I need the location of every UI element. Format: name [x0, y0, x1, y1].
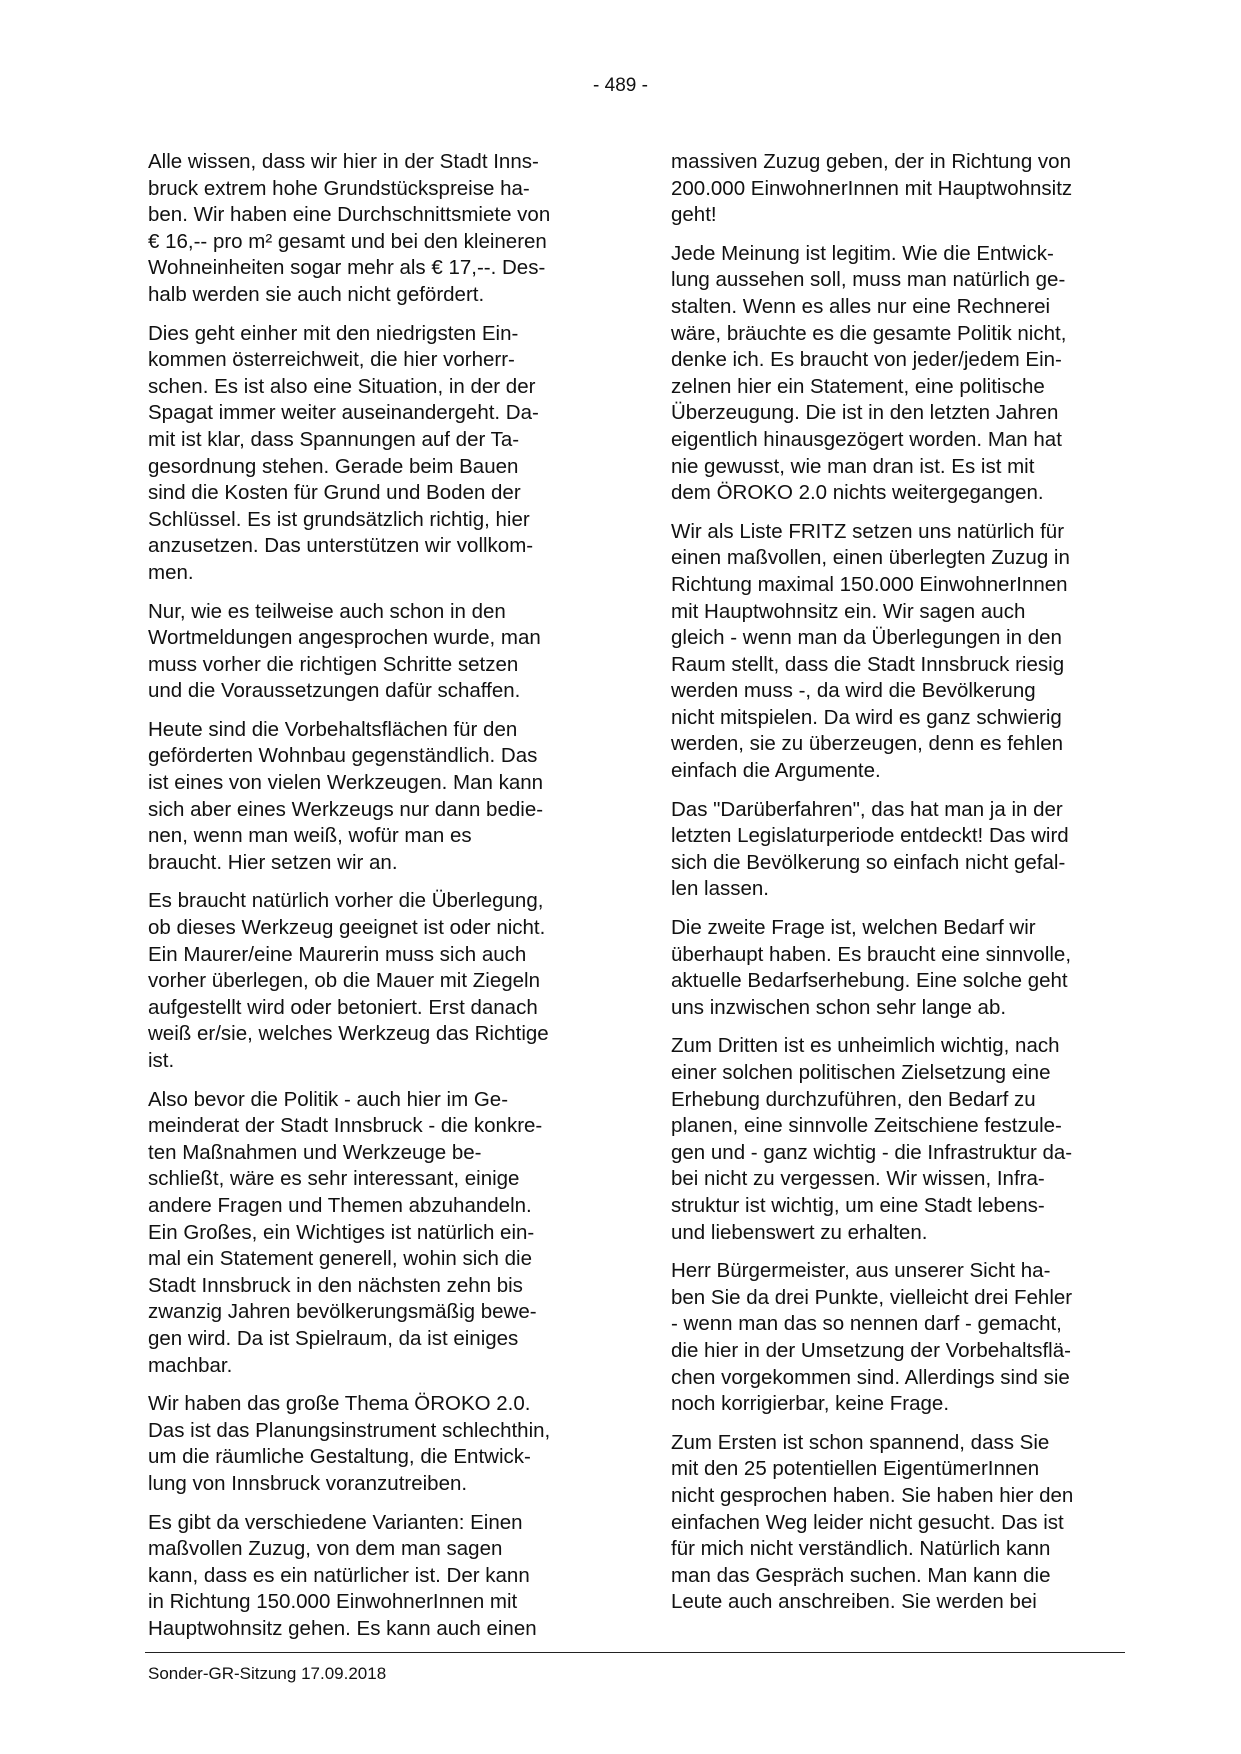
footer-session-date: Sonder-GR-Sitzung 17.09.2018: [148, 1664, 387, 1683]
paragraph: Zum Dritten ist es unheimlich wichtig, nach einer solchen politischen Zielsetzung eine Erhebung durchzuführen, den Bedarf zu planen, eine sinnvolle Zeitschiene festzule- gen und - ganz wichtig - die Infrastruktur da- bei nicht zu vergessen. Wir wissen, Infra- struktur ist wichtig, um eine Stadt lebens- und liebenswert zu erhalten.: [671, 1034, 1073, 1244]
paragraph: massiven Zuzug geben, der in Richtung von 200.000 EinwohnerInnen mit Hauptwohnsitz geht!: [671, 150, 1073, 227]
paragraph: Wir als Liste FRITZ setzen uns natürlich für einen maßvollen, einen überlegten Zuzug in Richtung maximal 150.000 EinwohnerInnen mit Hauptwohnsitz ein. Wir sagen auch gleich - wenn man da Überlegungen in den Raum stellt, dass die Stadt Innsbruck riesig werden muss -, da wird die Bevölkerung nicht mitspielen. Da wird es ganz schwierig werden, sie zu überzeugen, denn es fehlen einfach die Argumente.: [671, 519, 1070, 783]
paragraph: Dies geht einher mit den niedrigsten Ein- kommen österreichweit, die hier vorherr- schen. Es ist also eine Situation, in der der Spagat immer weiter auseinandergeht. Da- mit ist klar, dass Spannungen auf der Ta- gesordnung stehen. Gerade beim Bauen sind die Kosten für Grund und Boden der Schlüssel. Es ist grundsätzlich richtig, hier anzusetzen. Das unterstützen wir vollkom- men.: [148, 321, 539, 584]
paragraph: Heute sind die Vorbehaltsflächen für den geförderten Wohnbau gegenständlich. Das ist eines von vielen Werkzeugen. Man kann sich aber eines Werkzeugs nur dann bedie- nen, wenn man weiß, wofür man es braucht. Hier setzen wir an.: [148, 717, 544, 874]
paragraph: Die zweite Frage ist, welchen Bedarf wir überhaupt haben. Es braucht eine sinnvolle, aktuelle Bedarfserhebung. Eine solche geht uns inzwischen schon sehr lange ab.: [671, 916, 1072, 1019]
paragraph: Es braucht natürlich vorher die Überlegung, ob dieses Werkzeug geeignet ist oder nicht. Ein Maurer/eine Maurerin muss sich auch vorher überlegen, ob die Mauer mit Ziegeln aufgestellt wird oder betoniert. Erst danach weiß er/sie, welches Werkzeug das Richtige ist.: [148, 889, 549, 1072]
page-number: - 489 -: [593, 75, 648, 96]
paragraph: Alle wissen, dass wir hier in der Stadt Inns- bruck extrem hohe Grundstückspreise ha- ben. Wir haben eine Durchschnittsmiete von € 16,-- pro m² gesamt und bei den kleineren Wohneinheiten sogar mehr als € 17,--. Des- halb werden sie auch nicht gefördert.: [148, 150, 551, 306]
paragraph: Herr Bürgermeister, aus unserer Sicht ha- ben Sie da drei Punkte, vielleicht drei Fehler - wenn man das so nennen darf - gemacht, die hier in der Umsetzung der Vorbehaltsflä- chen vorgekommen sind. Allerdings sind sie noch korrigierbar, keine Frage.: [671, 1259, 1073, 1416]
paragraph: Nur, wie es teilweise auch schon in den Wortmeldungen angesprochen wurde, man muss vorher die richtigen Schritte setzen und die Voraussetzungen dafür schaffen.: [148, 599, 541, 703]
right-column: [671, 149, 1123, 1628]
paragraph: Wir haben das große Thema ÖROKO 2.0. Das ist das Planungsinstrument schlechthin, um die räumliche Gestaltung, die Entwick- lung von Innsbruck voranzutreiben.: [148, 1392, 551, 1495]
paragraph: Also bevor die Politik - auch hier im Ge- meinderat der Stadt Innsbruck - die konkre- ten Maßnahmen und Werkzeuge be- schließt, wäre es sehr interessant, einige andere Fragen und Themen abzuhandeln. Ein Großes, ein Wichtiges ist natürlich ein- mal ein Statement generell, wohin sich die Stadt Innsbruck in den nächsten zehn bis zwanzig Jahren bevölkerungsmäßig bewe- gen wird. Da ist Spielraum, da ist einiges machbar.: [148, 1087, 543, 1377]
paragraph: Es gibt da verschiedene Varianten: Einen maßvollen Zuzug, von dem man sagen kann, dass es ein natürlicher ist. Der kann in Richtung 150.000 EinwohnerInnen mit Hauptwohnsitz gehen. Es kann auch einen: [148, 1510, 537, 1640]
paragraph: Das "Darüberfahren", das hat man ja in der letzten Legislaturperiode entdeckt! Das wird sich die Bevölkerung so einfach nicht gefal- len lassen.: [671, 797, 1069, 901]
footer-divider: [145, 1652, 1125, 1653]
paragraph: Zum Ersten ist schon spannend, dass Sie mit den 25 potentiellen EigentümerInnen nicht gesprochen haben. Sie haben hier den einfachen Weg leider nicht gesucht. Das ist für mich nicht verständlich. Natürlich kann man das Gespräch suchen. Man kann die Leute auch anschreiben. Sie werden bei: [671, 1430, 1074, 1614]
paragraph: Jede Meinung ist legitim. Wie die Entwick- lung aussehen soll, muss man natürlich ge- stalten. Wenn es alles nur eine Rechnerei wäre, bräuchte es die gesamte Politik nicht, denke ich. Es braucht von jeder/jedem Ein- zelnen hier ein Statement, eine politische Überzeugung. Die ist in den letzten Jahren eigentlich hinausgezögert worden. Man hat nie gewusst, wie man dran ist. Es ist mit dem ÖROKO 2.0 nichts weitergegangen.: [671, 241, 1067, 505]
left-column: [148, 149, 600, 1654]
